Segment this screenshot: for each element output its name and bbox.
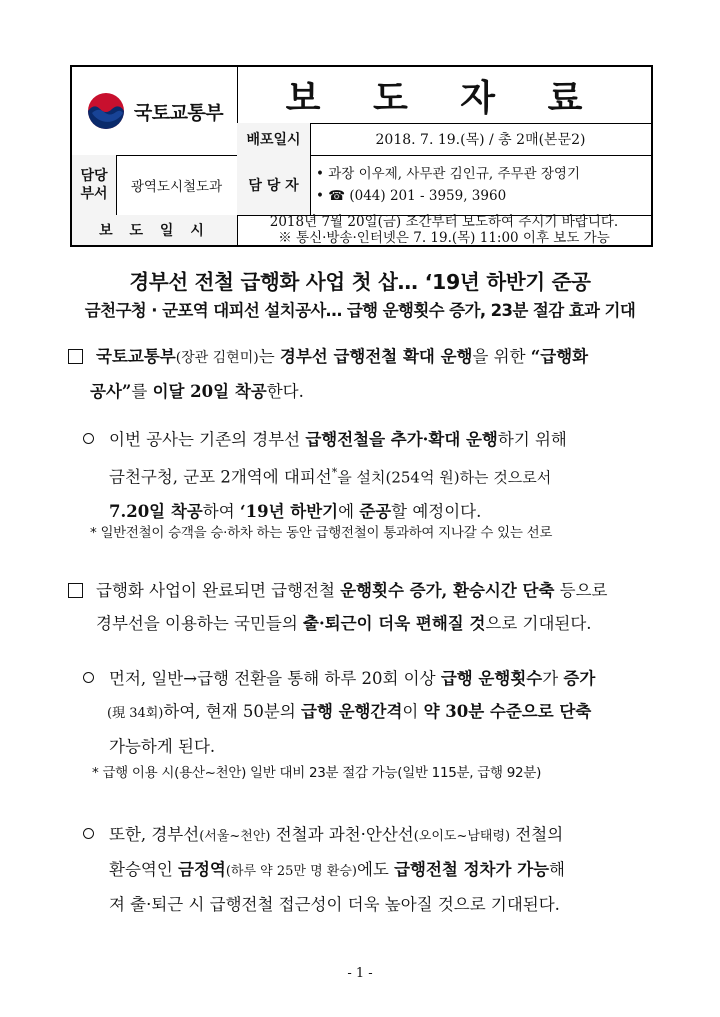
text-span: 을 설치(254억 원)하는 것으로서 [337, 468, 552, 487]
text-span: 증가 [563, 669, 596, 688]
text-span: 급행 운행횟수 [440, 669, 543, 688]
text-span: 금천구청, 군포 2개역에 대피선 [109, 467, 332, 487]
text-span: 국토교통부 [96, 347, 176, 366]
text-span: 약 30분 수준으로 단축 [423, 702, 592, 721]
text-span: 하여 [202, 501, 240, 521]
release-date-line2: ※ 통신·방송·인터넷은 7. 19.(목) 11:00 이후 보도 가능 [278, 230, 610, 246]
circle-bullet-icon [83, 433, 94, 444]
text-span: (오이도~남태령) [413, 829, 511, 844]
paragraph-1 [90, 340, 656, 408]
footnote-2: * 급행 이용 시(용산~천안) 일반 대비 23분 절감 가능(일반 115분, 급행 92분) [92, 765, 542, 781]
text-span: 7.20일 착공 [109, 501, 203, 521]
text-span: ‘19년 하반기 [239, 501, 339, 521]
text-span: 는 [258, 347, 280, 366]
contact-phone: • ☎ (044) 201 - 3959, 3960 [316, 188, 507, 204]
text-span: 이 [402, 702, 424, 721]
text-span: 가 [542, 669, 564, 688]
text-span: 준공 [359, 501, 392, 521]
text-span: 한다. [266, 382, 304, 401]
text-span: 출·퇴근이 더욱 편해질 것 [303, 614, 486, 633]
headline: 경부선 전철 급행화 사업 첫 삽… ‘19년 하반기 준공 [129, 270, 591, 294]
distribution-label: 배포일시 [237, 123, 310, 155]
text-span: 을 위한 [472, 347, 531, 366]
text-span: 가능하게 된다. [109, 737, 216, 756]
text-span: 으로 기대된다. [485, 614, 592, 633]
square-bullet-icon [68, 583, 83, 598]
department-label-line1: 담당 [80, 168, 108, 184]
release-date-label: 보 도 일 시 [72, 215, 237, 245]
ministry-logo [72, 67, 237, 155]
text-span: 급행전철 정차가 가능 [394, 860, 550, 879]
text-span: 에도 [356, 860, 395, 879]
text-span: 를 [131, 382, 153, 401]
text-span: 먼저, 일반→급행 전환을 통해 하루 20회 이상 [109, 669, 441, 688]
distribution-value: 2018. 7. 19.(목) / 총 2매(본문2) [375, 132, 586, 148]
header-table [70, 65, 653, 247]
text-span: (하루 약 25만 명 환승) [225, 864, 357, 879]
paragraph-2 [109, 423, 659, 528]
department-value: 광역도시철도과 [130, 179, 223, 195]
circle-bullet-icon [83, 672, 94, 683]
text-span: 등으로 [554, 581, 608, 600]
square-bullet-icon [68, 349, 83, 364]
text-span: “급행화 [530, 347, 589, 366]
contact-persons: • 과장 이우제, 사무관 김인규, 주무관 장영기 [316, 166, 580, 182]
text-span: 에 [338, 501, 360, 521]
contact-person-label: 담 당 자 [237, 155, 310, 215]
text-span: 져 출·퇴근 시 급행전철 접근성이 더욱 높아질 것으로 기대된다. [109, 895, 560, 914]
subheadline: 금천구청 · 군포역 대피선 설치공사… 급행 운행횟수 증가, 23분 절감 효과 기대 [84, 301, 636, 320]
release-date-line1: 2018년 7월 20일(금) 조간부터 보도하여 주시기 바랍니다. [269, 214, 619, 230]
text-span: 전철의 [510, 825, 564, 844]
paragraph-4 [109, 662, 659, 763]
text-span: (장관 김현미) [175, 350, 259, 366]
text-span: 전철과 과천·안산선 [270, 825, 414, 844]
press-release-title: 보 도 자 료 [285, 77, 603, 119]
text-span: 경부선을 이용하는 국민들의 [96, 614, 304, 633]
footnote-1: * 일반전철이 승객을 승·하차 하는 동안 급행전철이 통과하여 지나갈 수 있는 선로 [90, 525, 553, 541]
text-span: 급행화 사업이 완료되면 급행전철 [96, 581, 341, 600]
department-label [72, 155, 116, 215]
page-number: - 1 - [347, 966, 373, 981]
text-span: 공사” [90, 382, 132, 401]
text-span: 또한, 경부선 [109, 825, 200, 844]
text-span: 금정역 [178, 860, 226, 879]
text-span: 하여, 현재 50분의 [163, 702, 301, 721]
paragraph-3 [96, 574, 656, 640]
circle-bullet-icon [83, 828, 94, 839]
text-span: 할 예정이다. [391, 501, 482, 521]
footnote-mark: * [331, 466, 338, 479]
department-label-line2: 부서 [80, 186, 108, 202]
text-span: 이번 공사는 기존의 경부선 [109, 430, 306, 449]
text-span: (서울~천안) [199, 829, 271, 844]
text-span: 이달 20일 착공 [152, 382, 267, 401]
contact-person-value [310, 155, 651, 215]
text-span: 하기 위해 [497, 430, 567, 449]
ministry-name: 국토교통부 [133, 101, 224, 124]
text-span: 급행 운행간격 [301, 702, 403, 721]
text-span: 운행횟수 증가, 환승시간 단축 [340, 581, 555, 600]
text-span: 해 [549, 860, 565, 879]
text-span: (現 34회) [107, 706, 164, 721]
text-span: 급행전철을 추가·확대 운행 [305, 430, 498, 449]
release-date-value [237, 215, 651, 245]
taegeuk-emblem-icon [86, 91, 126, 131]
paragraph-5 [109, 818, 659, 921]
text-span: 경부선 급행전철 확대 운행 [279, 347, 473, 366]
text-span: 환승역인 [109, 860, 179, 879]
